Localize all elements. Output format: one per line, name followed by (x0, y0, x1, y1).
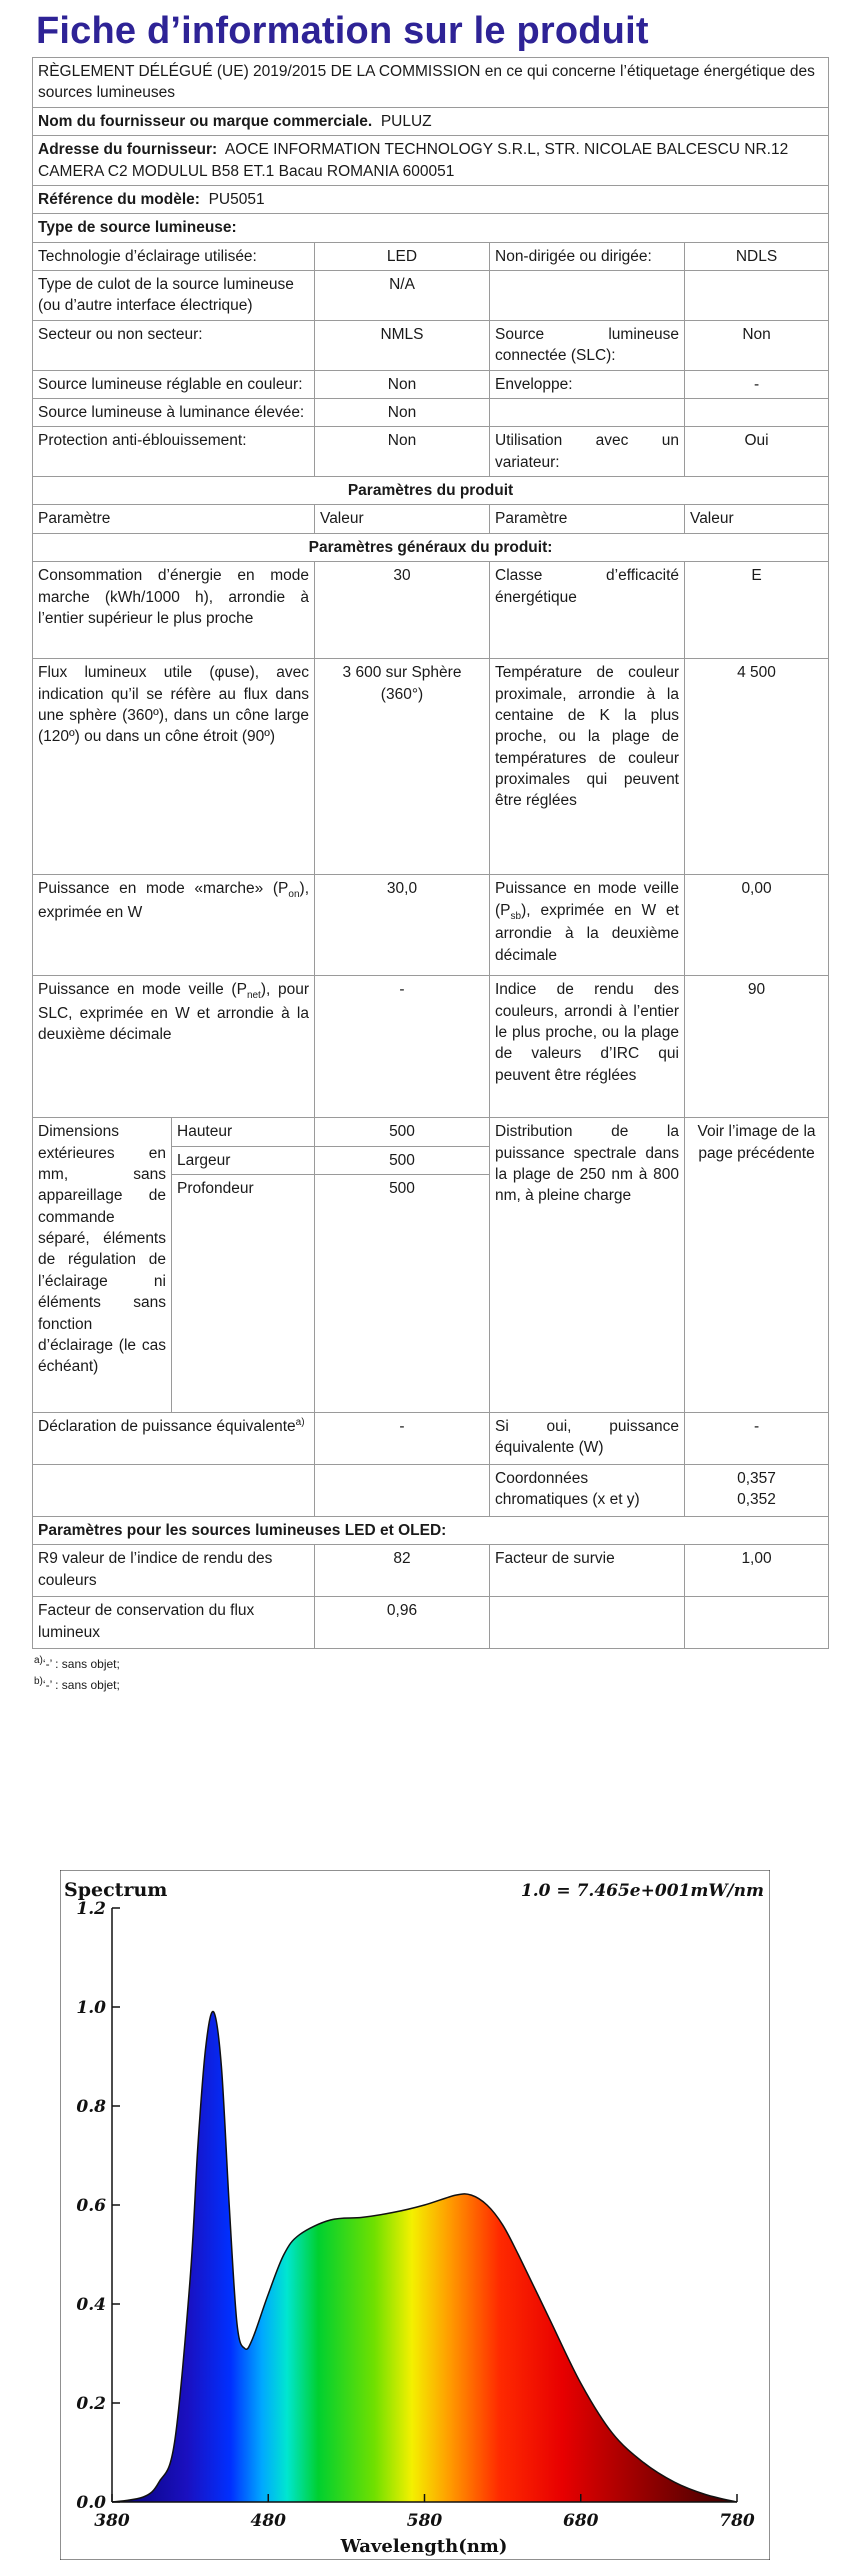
table-row (33, 370, 829, 398)
table-row (33, 271, 829, 321)
regulation-text: RÈGLEMENT DÉLÉGUÉ (UE) 2019/2015 DE LA COMMISSION en ce qui concerne l’étiquetage énergétique des sources lumineuses (33, 58, 829, 108)
chroma-label: Coordonnées chromatiques (x et y) (490, 1464, 685, 1516)
column-header-param: Paramètre (490, 505, 685, 533)
general-heading-row (33, 533, 829, 561)
table-row (33, 1464, 829, 1516)
footnote-a-mark: a) (34, 1655, 43, 1667)
on-power-label-b: ), exprimée en W (38, 880, 309, 922)
dims-label: Dimensions extérieures en mm, sans appareillage de commande séparé, éléments de régulation de l’éclairage ni éléments sans fonction d’éclairage (le cas échéant) (33, 1118, 172, 1413)
column-header-value: Valeur (685, 505, 829, 533)
directional-value: NDLS (685, 242, 829, 270)
y-tick-label: 0.8 (76, 2097, 106, 2117)
net-subscript: net (246, 990, 261, 1002)
x-tick-label: 580 (406, 2511, 443, 2531)
table-row (33, 427, 829, 477)
led-heading: Paramètres pour les sources lumineuses LED et OLED: (33, 1516, 829, 1544)
empty-cell (685, 398, 829, 426)
net-label-a: Puissance en mode veille (P (38, 981, 247, 999)
y-tick-label: 0.6 (76, 2196, 106, 2216)
model-row (33, 185, 829, 213)
cap-label-line-1: Type de culot de la source lumineuse (38, 276, 294, 293)
dimmer-value: Oui (685, 427, 829, 477)
standby-label-a: Puissance en mode veille (P (495, 880, 679, 919)
params-heading-row (33, 477, 829, 505)
table-row (33, 875, 829, 976)
cct-label: Température de couleur proximale, arrondie à la centaine de K la plus proche, ou la plage de températures de couleur proximales qui peuvent être réglées (490, 659, 685, 875)
table-row (33, 320, 829, 370)
r9-value: 82 (315, 1545, 490, 1597)
standby-value: 0,00 (685, 875, 829, 976)
empty-cell (490, 398, 685, 426)
dimmer-label: Utilisation avec un variateur: (490, 427, 685, 477)
column-header-row (33, 505, 829, 533)
on-power-label-a: Puissance en mode «marche» (P (38, 880, 289, 898)
table-row (33, 1412, 829, 1464)
cap-label-line-2: (ou d’autre interface électrique) (38, 297, 253, 315)
led-heading-row (33, 1516, 829, 1544)
empty-cell (685, 1597, 829, 1649)
equiv-w-label: Si oui, puissance équivalente (W) (490, 1412, 685, 1464)
source-type-heading: Type de source lumineuse: (33, 214, 829, 242)
model-label: Référence du modèle: (38, 190, 200, 208)
regulation-row (33, 58, 829, 108)
empty-cell (490, 1597, 685, 1649)
directional-label: Non-dirigée ou dirigée: (490, 242, 685, 270)
chroma-x: 0,357 (737, 1469, 776, 1487)
envelope-label: Enveloppe: (490, 370, 685, 398)
on-power-value: 30,0 (315, 875, 490, 976)
y-tick-label: 0.0 (76, 2493, 106, 2513)
model-value: PU5051 (208, 190, 265, 208)
standby-subscript: sb (510, 910, 522, 922)
spd-label: Distribution de la puissance spectrale dans la plage de 250 nm à 800 nm, à pleine charge (490, 1118, 685, 1413)
on-power-subscript: on (288, 889, 300, 901)
x-axis-label: Wavelength(nm) (340, 2536, 508, 2557)
y-tick-label: 0.2 (76, 2394, 106, 2414)
table-row (33, 398, 829, 426)
lumen-value: 0,96 (315, 1597, 490, 1649)
equiv-value: - (315, 1412, 490, 1464)
address-row (33, 136, 829, 186)
equiv-footnote-mark: a) (295, 1416, 305, 1428)
width-value: 500 (315, 1146, 490, 1174)
on-power-label (33, 875, 315, 976)
r9-label: R9 valeur de l’indice de rendu des couleurs (33, 1545, 315, 1597)
y-tick-label: 1.0 (76, 1998, 106, 2018)
supplier-label: Nom du fournisseur ou marque commerciale. (38, 112, 373, 130)
table-row (33, 659, 829, 875)
standby-label (490, 875, 685, 976)
cri-value: 90 (685, 976, 829, 1118)
x-tick-label: 680 (563, 2511, 599, 2531)
spd-value: Voir l’image de la page précédente (685, 1118, 829, 1413)
source-type-heading-row (33, 214, 829, 242)
general-heading: Paramètres généraux du produit: (33, 533, 829, 561)
empty-cell (685, 271, 829, 321)
footnote-b (34, 1674, 828, 1695)
efficiency-value: E (685, 562, 829, 659)
lumen-label: Facteur de conservation du flux lumineux (33, 1597, 315, 1649)
cct-value: 4 500 (685, 659, 829, 875)
empty-cell (490, 271, 685, 321)
footnote-a (34, 1653, 828, 1674)
column-header-param: Paramètre (33, 505, 315, 533)
connected-value: Non (685, 320, 829, 370)
envelope-value: - (685, 370, 829, 398)
depth-label: Profondeur (172, 1174, 315, 1412)
footnote-a-text: ‘-’ : sans objet; (42, 1657, 120, 1672)
cri-label: Indice de rendu des couleurs, arrondi à l’entier le plus proche, ou la plage de valeurs d’IRC qui peuvent être réglées (490, 976, 685, 1118)
depth-value: 500 (315, 1174, 490, 1412)
colour-value: Non (315, 370, 490, 398)
empty-cell (315, 1464, 490, 1516)
table-row (33, 1597, 829, 1649)
y-tick-label: 1.2 (76, 1899, 106, 1919)
column-header-value: Valeur (315, 505, 490, 533)
x-tick-label: 480 (250, 2511, 286, 2531)
params-heading: Paramètres du produit (33, 477, 829, 505)
x-tick-label: 780 (719, 2511, 755, 2531)
efficiency-label: Classe d’efficacité énergétique (490, 562, 685, 659)
y-tick-label: 0.4 (76, 2295, 106, 2315)
survival-label: Facteur de survie (490, 1545, 685, 1597)
net-value: - (315, 976, 490, 1118)
chroma-value (685, 1464, 829, 1516)
mains-value: NMLS (315, 320, 490, 370)
flux-label: Flux lumineux utile (φuse), avec indication qu’il se réfère au flux dans une sphère (360º), dans un cône large (120º) ou dans un cône étroit (90º) (33, 659, 315, 875)
width-label: Largeur (172, 1146, 315, 1174)
table-row (33, 1545, 829, 1597)
address-value: AOCE INFORMATION TECHNOLOGY S.R.L, STR. NICOLAE BALCESCU NR.12 CAMERA C2 MODULUL B58 ET.1 Bacau ROMANIA 600051 (38, 141, 789, 180)
standby-label-b: ), exprimée en W et arrondie à la deuxième décimale (495, 901, 679, 964)
chart-subtitle: 1.0 = 7.465e+001mW/nm (520, 1881, 764, 1901)
flux-value: 3 600 sur Sphère (360°) (315, 659, 490, 875)
cap-value: N/A (315, 271, 490, 321)
footnote-b-text: ‘-’ : sans objet; (42, 1678, 120, 1693)
empty-cell (33, 1464, 315, 1516)
dimensions-row (33, 1118, 829, 1146)
equiv-label-text: Déclaration de puissance équivalente (38, 1418, 296, 1436)
consumption-value: 30 (315, 562, 490, 659)
product-info-table (32, 57, 829, 1649)
supplier-row (33, 107, 829, 135)
chart-title: Spectrum (64, 1879, 168, 1901)
equiv-label (33, 1412, 315, 1464)
table-row (33, 562, 829, 659)
supplier-value: PULUZ (380, 112, 432, 130)
table-row (33, 242, 829, 270)
cap-label (33, 271, 315, 321)
net-label (33, 976, 315, 1118)
survival-value: 1,00 (685, 1545, 829, 1597)
x-tick-label: 380 (94, 2511, 130, 2531)
chroma-y: 0,352 (737, 1491, 776, 1509)
luminance-value: Non (315, 398, 490, 426)
product-fiche (32, 0, 828, 1696)
height-label: Hauteur (172, 1118, 315, 1146)
luminance-label: Source lumineuse à luminance élevée: (33, 398, 315, 426)
address-label: Adresse du fournisseur: (38, 141, 218, 159)
footnotes (34, 1653, 828, 1695)
footnote-b-mark: b) (34, 1676, 43, 1688)
table-row (33, 976, 829, 1118)
consumption-label: Consommation d’énergie en mode marche (kWh/1000 h), arrondie à l’entier supérieur le plus proche (33, 562, 315, 659)
colour-label: Source lumineuse réglable en couleur: (33, 370, 315, 398)
connected-label: Source lumineuse connectée (SLC): (490, 320, 685, 370)
page-title: Fiche d’information sur le produit (36, 10, 649, 52)
spectrum-chart (60, 1870, 770, 2560)
height-value: 500 (315, 1118, 490, 1146)
tech-label: Technologie d’éclairage utilisée: (33, 242, 315, 270)
glare-label: Protection anti-éblouissement: (33, 427, 315, 477)
equiv-w-value: - (685, 1412, 829, 1464)
net-label-b: ), pour SLC, exprimée en W et arrondie à la deuxième décimale (38, 981, 309, 1044)
glare-value: Non (315, 427, 490, 477)
tech-value: LED (315, 242, 490, 270)
mains-label: Secteur ou non secteur: (33, 320, 315, 370)
